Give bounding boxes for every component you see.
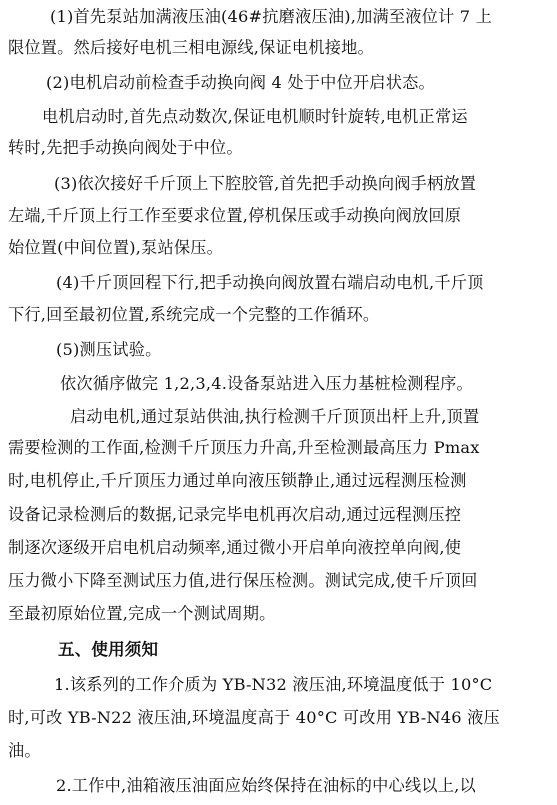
text-line: 转时,先把手动换向阀处于中位。 [8, 138, 243, 157]
text-line: (1)首先泵站加满液压油(46#抗磨液压油),加满至液位计 7 上 [50, 7, 492, 26]
text-line: 需要检测的工作面,检测千斤顶压力升高,升至检测最高压力 Pmax [8, 438, 480, 457]
text-line: (4)千斤顶回程下行,把手动换向阀放置右端启动电机,千斤顶 [56, 273, 484, 292]
text-line: (5)测压试验。 [56, 340, 162, 359]
text-line: 启动电机,通过泵站供油,执行检测千斤顶顶出杆上升,顶置 [70, 407, 480, 426]
text-line: (3)依次接好千斤顶上下腔胶管,首先把手动换向阀手柄放置 [54, 174, 477, 193]
text-line: 限位置。然后接好电机三相电源线,保证电机接地。 [8, 38, 374, 57]
text-line: 始位置(中间位置),泵站保压。 [8, 238, 224, 257]
text-line: 时,可改 YB-N22 液压油,环境温度高于 40°C 可改用 YB-N46 液压 [8, 708, 500, 727]
text-line: 下行,回至最初位置,系统完成一个完整的工作循环。 [8, 305, 380, 324]
text-line: (2)电机启动前检查手动换向阀 4 处于中位开启状态。 [46, 73, 435, 92]
text-line: 依次循序做完 1,2,3,4.设备泵站进入压力基桩检测程序。 [60, 374, 473, 393]
text-line: 压力微小下降至测试压力值,进行保压检测。测试完成,使千斤顶回 [8, 571, 478, 590]
text-line: 油。 [8, 741, 41, 760]
section-heading: 五、使用须知 [58, 640, 159, 659]
text-line: 电机启动时,首先点动数次,保证电机顺时针旋转,电机正常运 [42, 107, 468, 126]
text-line: 设备记录检测后的数据,记录完毕电机再次启动,通过远程测压控 [8, 505, 462, 524]
text-line: 制逐次逐级开启电机启动频率,通过微小开启单向液控单向阀,使 [8, 538, 462, 557]
text-line: 1.该系列的工作介质为 YB-N32 液压油,环境温度低于 10°C [54, 675, 493, 694]
text-line: 至最初原始位置,完成一个测试周期。 [8, 604, 276, 623]
text-line: 2.工作中,油箱液压油面应始终保持在油标的中心线以上,以 [56, 776, 476, 795]
text-line: 左端,千斤顶上行工作至要求位置,停机保压或手动换向阀放回原 [8, 206, 462, 225]
text-line: 时,电机停止,千斤顶压力通过单向液压锁静止,通过远程测压检测 [8, 471, 467, 490]
